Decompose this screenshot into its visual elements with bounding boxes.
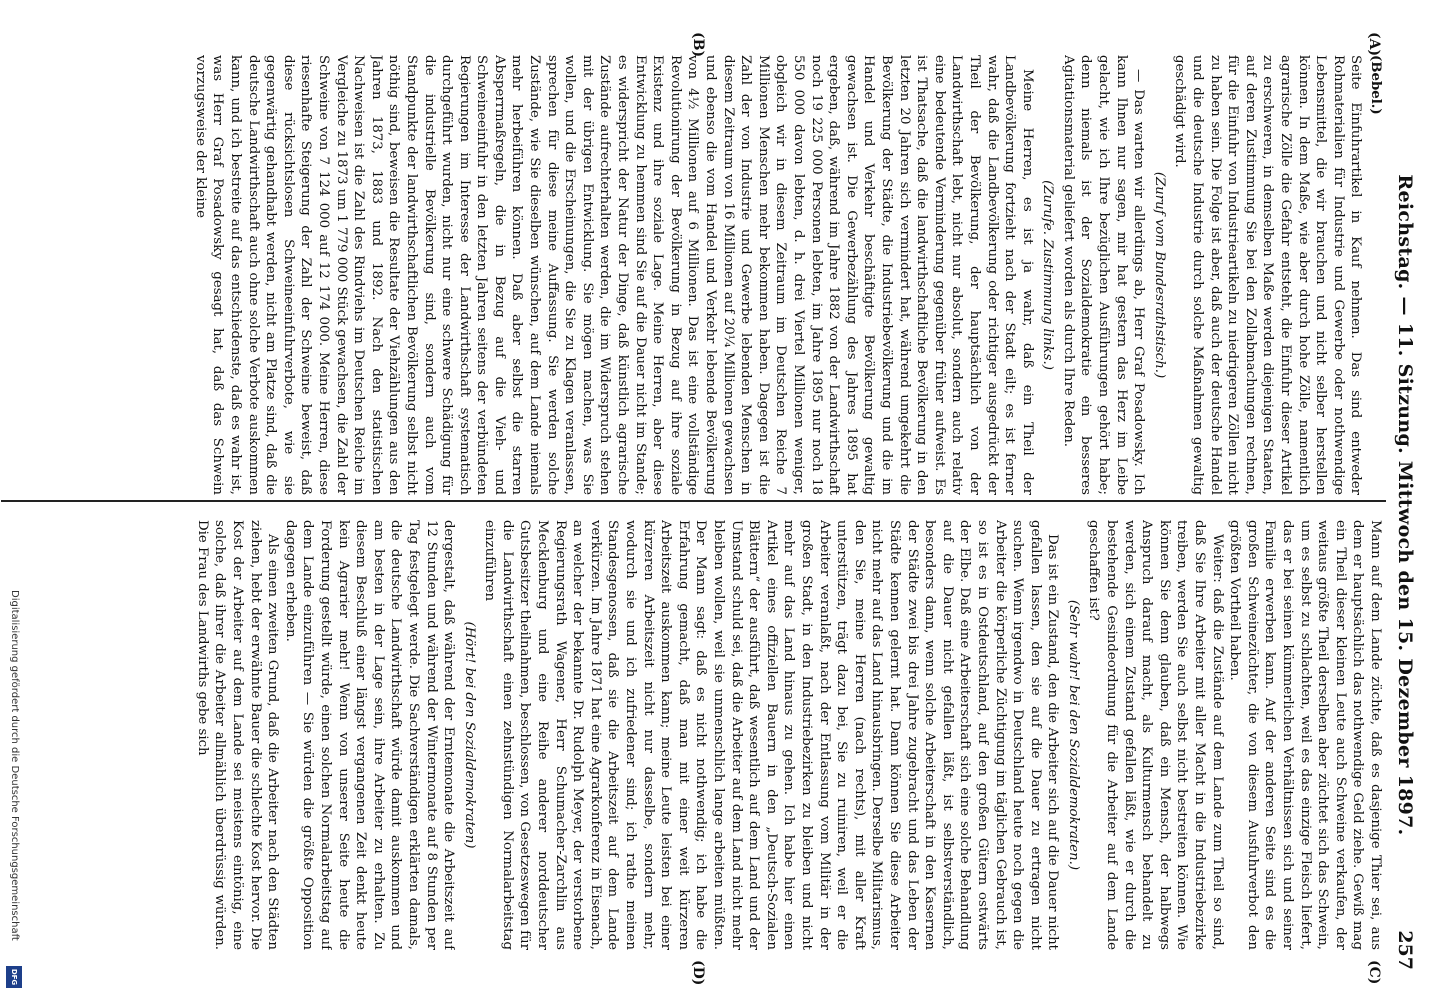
margin-marker-c: (C) — [1366, 960, 1382, 985]
digitization-credit — [6, 590, 20, 990]
paragraph: Mann auf dem Lande züchte, daß es dasjenige Thier sei, aus dem er hauptsächlich das nothwendige Geld ziehe. Gewiß mag ein Theil dieser kleinen Leute auch Schweine verkaufen, der weitaus größte Theil derselben aber züchtet sich das Schwein, um es selbst zu schlachten, weil es das einzige Fleisch liefert, das er bei seinen kümmerlichen Verhältnissen sich und seiner Familie erwerben kann. Auf der anderen Seite sind es die großen Schweinezüchter, die von diesem Ausfuhrverbot den größten Vortheil haben. — [1227, 520, 1383, 950]
interjection: (Hört! bei den Sozialdemokraten) — [461, 621, 477, 849]
paragraph: Das ist ein Zustand, den die Arbeiter sich auf die Dauer nicht gefallen lassen, den sie auf die Dauer zu ertragen nicht suchen. Wenn irgendwo in Deutschland heute noch gegen die Arbeiter die körperliche Züchtigung im täglichen Gebrauch ist, so ist es in Ostdeutschland, auf den großen Gütern ostwärts der Elbe. Daß eine Arbeiterschaft sich eine solche Behandlung auf die Dauer nicht gefallen läßt, ist selbstverständlich, besonders dann, wenn solche Arbeiterschaft in den Kasernen der Städte zwei bis drei Jahre zugebracht und das Leben der Städte kennen gelernt hat. Dann können Sie diese Arbeiter nicht mehr auf das Land hinausbringen. Derselbe Militarismus, den Sie, meine Herren (nach rechts), mit aller Kraft unterstützen, trägt dazu bei, Sie zu ruiniren, weil er die Arbeiter veranlaßt, nach der Entlassung vom Militär in der großen Stadt, in den Industriebezirken zu bleiben und nicht mehr auf das Land hinaus zu gehen. Ich habe hier einen Artikel eines offiziellen Bauern in den „Deutsch-Sozialen Blättern“ der ausführt, daß wesentlich auf dem Land und der Umstand schuld sei, daß die Arbeiter auf dem Land nicht mehr bleiben wollen, weil sie unmenschlich lange arbeiten müßten. Der Mann sagt: daß es nicht nothwendig; ich habe die Erfahrung gemacht, daß man mit einer weit kürzeren Arbeitszeit auskommen kann; meine Leute leisten bei einer kürzeren Arbeitszeit nicht nur dasselbe, sondern mehr, wodurch sie und ich zufriedener sind; ich rathe meinen Standesgenossen, daß sie die Arbeitszeit auf dem Lande verkürzen. Im Jahre 1871 hat eine Agrarkonferenz in Eisenach, an welcher der bekannte Dr. Rudolph Meyer, der verstorbene Regierungsrath Wagener, Herr Schumacher-Zarchlin aus Mecklenburg und eine Reihe anderer norddeutscher Gutsbesitzer theilnahmen, beschlossen, von Gesetzeswegen für die Landwirthschaft einen zehnstündigen Normalarbeitstag einzuführen — [482, 520, 1061, 950]
right-column — [9, 520, 1384, 950]
interjection: (Sehr wahr! bei den Sozialdemokraten.) — [1065, 599, 1081, 871]
paragraph: Als einen zweiten Grund, daß die Arbeiter nach den Städten ziehen, hebt der erwähnte Bauer die schlechte Kost hervor. Die Kost der Arbeiter auf dem Lande sei meistens eintönig, eine solche, daß ihrer die Arbeiter allmählich überdrüssig würden. Die Frau des Landwirths gebe sich — [194, 520, 281, 950]
margin-marker-a: (A) — [1366, 32, 1382, 57]
dfg-logo — [6, 966, 22, 988]
column-divider — [1, 500, 1386, 502]
speaker-name: (Bebel.) — [1368, 55, 1383, 115]
dfg-logo-label: DFG — [10, 968, 18, 986]
interjection: (Zurufe. Zustimmung links.) — [1040, 180, 1056, 370]
margin-marker-b: (B) — [690, 32, 706, 58]
left-column — [9, 55, 1384, 495]
credit-text: Digitalisierung gefördert durch die Deutsche Forschungsgemeinschaft — [9, 590, 20, 941]
paragraph: — Das warten wir allerdings ab, Herr Graf Posadowsky. Ich kann Ihnen nur sagen, mir hat gestern das Herz im Leibe gelacht, wie ich Ihre bezüglichen Ausführungen gehört habe; denn niemals ist der Sozialdemokratie ein besseres Agitationsmaterial geliefert worden als durch Ihre Reden. — [1060, 55, 1147, 495]
paragraph: Meine Herren, es ist ja wahr, daß ein Theil der Landbevölkerung fortzieht nach der Stadt eilt; es ist ferner wahr, daß die Landbevölkerung oder richtiger ausgedrückt der Theil der Bevölkerung, der hauptsächlich von der Landwirthschaft lebt, nicht nur absolut, sondern auch relativ eine bedeutende Verminderung gegenüber früher aufweist. Es ist Thatsache, daß die landwirthschaftliche Bevölkerung in den letzten 20 Jahren sich vermindert hat, während umgekehrt die Bevölkerung der Städte, die Industriebevölkerung und die im Handel und Verkehr beschäftigte Bevölkerung gewaltig gewachsen ist. Die Gewerbezählung des Jahres 1895 hat ergeben, daß, während im Jahre 1882 von der Landwirthschaft noch 19 225 000 Personen lebten, im Jahre 1895 nur noch 18 550 000 davon lebten, d. h. drei Viertel Millionen weniger, obgleich wir in diesem Zeitraum im Deutschen Reiche 7 Millionen Menschen mehr bekommen haben. Dagegen ist die Zahl der von Industrie und Gewerbe lebenden Menschen in diesem Zeitraum von 16 Millionen auf 20¼ Millionen gewachsen und ebenso die vom Handel und Verkehr lebende Bevölkerung von 4½ Millionen auf 6 Millionen. Das ist eine vollständige Revolutionirung der Bevölkerung in Bezug auf ihre soziale Existenz und ihre soziale Lage. Meine Herren, aber diese Entwicklung zu hemmen sind Sie auf die Dauer nicht im Stande; es widerspricht der Natur der Dinge, daß künstlich agrarische Zustände aufrechterhalten werden, die im Widerspruch stehen mit der übrigen Entwicklung. Sie mögen machen, was Sie wollen, und die Erscheinungen, die Sie zu Klagen veranlassen, sprechen für diese meine Auffassung. Sie werden solche Zustände, wie Sie dieselben wünschen, auf dem Lande niemals mehr herbeiführen können. Daß aber selbst die starren Absperrmaßregeln, die in Bezug auf die Vieh- und Schweineeinfuhr in den letzten Jahren seitens der verbündeten Regierungen im Interesse der Landwirthschaft systematisch durchgeführt wurden, nicht nur eine schwere Schädigung für die industrielle Bevölkerung sind, sondern auch vom Standpunkte der landwirthschaftlichen Bevölkerung selbst nicht nöthig sind, beweisen die Resultate der Viehzählungen aus den Jahren 1873, 1883 und 1892. Nach den statistischen Nachweisen ist die Zahl des Rindviehs im Deutschen Reiche im Vergleiche zu 1873 um 1 779 000 Stück gewachsen, die Zahl der Schweine von 7 124 000 auf 12 174 000. Meine Herren, diese riesenhafte Steigerung der Zahl der Schweine beweist, daß diese rücksichtslosen Schweineeinfuhrverbote, wie sie gegenwärtig gehandhabt werden, nicht am Platze sind, daß die deutsche Landwirthschaft auch ohne solche Verbote auskommen kann, und ich bestreite auf das entschiedenste, daß es wahr ist, was Herr Graf Posadowsky gesagt hat, daß das Schwein vorzugsweise der kleine — [192, 55, 1035, 495]
running-title: Reichstag. — 11. Sitzung. Mittwoch den 15. Dezember 1897. — [1394, 174, 1416, 836]
margin-marker-d: (D) — [690, 960, 706, 986]
interjection: (Zuruf vom Bundesrathstisch.) — [1151, 171, 1167, 379]
paragraph: Seite Einfuhrartikel in Kauf nehmen. Das sind entweder Rohmaterialien für Industrie und Gewerbe oder nothwendige Lebensmittel, die wir brauchen und nicht selber herstellen können. In dem Maße, wie aber durch hohe Zölle, namentlich agrarische Zölle die Gefahr entsteht, die Einfuhr dieser Artikel zu erschweren, in demselben Maße werden diejenigen Staaten, auf deren Zustimmung Sie bei den Zollabmachungen rechnen, für die Einfuhr von Industrieartikeln zu niedrigeren Zöllen nicht zu haben sein. Die Folge ist aber, daß auch der deutsche Handel und die deutsche Industrie durch solche Maßnahmen gewaltig geschädigt wird. — [1172, 55, 1364, 495]
paragraph: Weiter: daß die Zustände auf dem Lande zum Theil so sind, daß Sie Ihre Arbeiter mit aller Macht in die Industriebezirke treiben, werden Sie auch selbst nicht bestreiten können. Wie können Sie denn glauben, daß ein Mensch, der halbwegs Anspruch darauf macht, als Kulturmensch behandelt zu werden, sich einem Zustand gefallen läßt, wie er durch die bestehende Gesindeordnung für die Arbeiter auf dem Lande geschaffen ist? — [1086, 520, 1225, 950]
paragraph: dergestalt, daß während der Erntemonate die Arbeitszeit auf 12 Stunden und während der Wintermonate auf 8 Stunden per Tag festgelegt werde. Die Sachverständigen erklärten damals, die deutsche Landwirthschaft würde damit auskommen und am besten in der Lage sein, ihre Arbeiter zu erhalten. Zu diesem Beschluß einer längst vergangenen Zeit denkt heute kein Agrarier mehr! Wenn von unserer Seite heute die Forderung gestellt würde, einen solchen Normalarbeitstag auf dem Lande einzuführen — Sie würden die größte Opposition dagegen erheben. — [282, 520, 457, 950]
page-header — [1390, 40, 1420, 970]
page-number: 257 — [1394, 930, 1416, 970]
